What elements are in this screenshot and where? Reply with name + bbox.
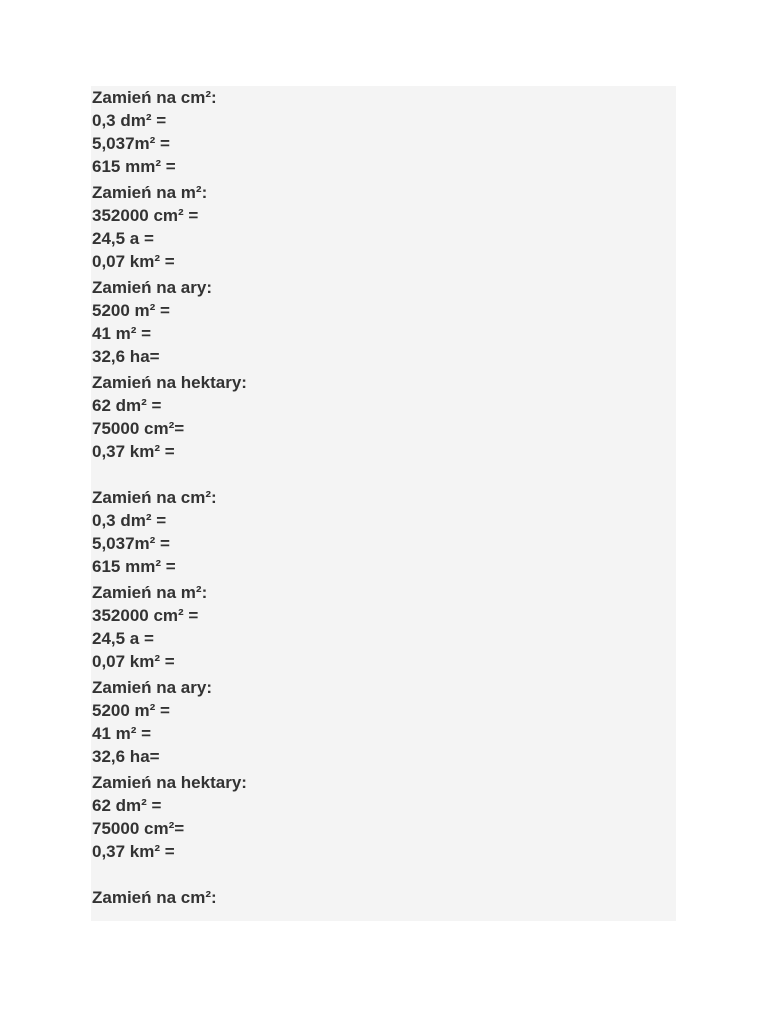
exercise-line: 5,037m² = (92, 134, 170, 153)
exercise-line: 75000 cm²= (92, 419, 185, 438)
exercise-line: 32,6 ha= (92, 747, 160, 766)
exercise-line: 5,037m² = (92, 534, 170, 553)
exercise-group (91, 676, 676, 768)
exercise-block-2 (91, 486, 676, 863)
exercise-line: 75000 cm²= (92, 819, 185, 838)
exercise-group (91, 886, 676, 909)
exercise-line: 32,6 ha= (92, 347, 160, 366)
exercise-block-1 (91, 86, 676, 463)
exercise-line: 5200 m² = (92, 301, 170, 320)
exercise-heading: Zamień na ary: (92, 678, 212, 697)
exercise-heading: Zamień na hektary: (92, 773, 247, 792)
exercise-line: 352000 cm² = (92, 606, 199, 625)
block-spacer (91, 463, 676, 486)
exercise-line: 24,5 a = (92, 229, 154, 248)
exercise-heading: Zamień na cm²: (92, 88, 217, 107)
exercise-line: 0,07 km² = (92, 652, 175, 671)
document-content (91, 86, 676, 909)
exercise-group (91, 371, 676, 463)
exercise-heading: Zamień na hektary: (92, 373, 247, 392)
exercise-line: 41 m² = (92, 324, 152, 343)
exercise-line: 0,3 dm² = (92, 511, 167, 530)
exercise-heading: Zamień na ary: (92, 278, 212, 297)
exercise-line: 24,5 a = (92, 629, 154, 648)
exercise-heading: Zamień na cm²: (92, 888, 217, 907)
block-spacer (91, 863, 676, 886)
exercise-line: 615 mm² = (92, 557, 176, 576)
exercise-line: 5200 m² = (92, 701, 170, 720)
exercise-heading: Zamień na m²: (92, 183, 208, 202)
exercise-line: 62 dm² = (92, 396, 162, 415)
exercise-line: 0,37 km² = (92, 842, 175, 861)
exercise-line: 41 m² = (92, 724, 152, 743)
exercise-group (91, 276, 676, 368)
exercise-group (91, 581, 676, 673)
exercise-line: 0,37 km² = (92, 442, 175, 461)
exercise-line: 352000 cm² = (92, 206, 199, 225)
exercise-line: 62 dm² = (92, 796, 162, 815)
exercise-heading: Zamień na m²: (92, 583, 208, 602)
exercise-group (91, 486, 676, 578)
exercise-line: 615 mm² = (92, 157, 176, 176)
exercise-block-3 (91, 886, 676, 909)
exercise-line: 0,07 km² = (92, 252, 175, 271)
exercise-heading: Zamień na cm²: (92, 488, 217, 507)
exercise-group (91, 181, 676, 273)
exercise-group (91, 86, 676, 178)
exercise-group (91, 771, 676, 863)
exercise-line: 0,3 dm² = (92, 111, 167, 130)
document-page (91, 86, 676, 921)
